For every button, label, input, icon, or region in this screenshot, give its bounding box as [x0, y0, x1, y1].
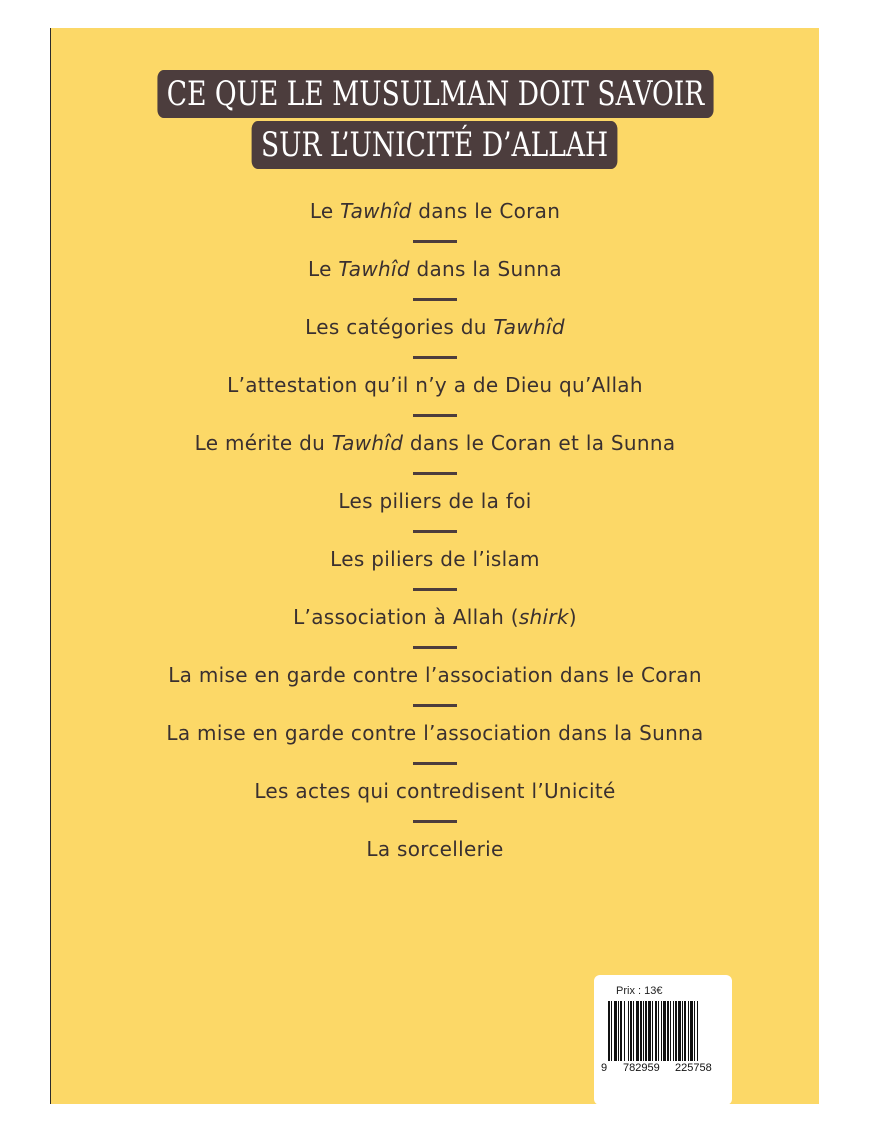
- barcode-bar: [618, 1001, 619, 1061]
- topic-item: [366, 834, 503, 892]
- topic-item: [168, 660, 702, 718]
- topic-text-italic: shirk: [518, 605, 569, 629]
- barcode-bar: [628, 1001, 629, 1061]
- topic-separator: [413, 356, 457, 359]
- barcode-bar: [670, 1001, 671, 1061]
- barcode-bar: [643, 1001, 644, 1061]
- topic-text-suffix: dans la Sunna: [409, 257, 562, 281]
- topic-text: [310, 196, 560, 226]
- topic-text-suffix: ): [568, 605, 577, 629]
- topic-separator: [413, 820, 457, 823]
- isbn-group-2: 225758: [675, 1062, 712, 1074]
- barcode-bar: [611, 1001, 612, 1061]
- barcode-bar: [636, 1001, 639, 1061]
- topic-text: [168, 660, 702, 690]
- topic-text-plain: La mise en garde contre l’association dans le Coran: [168, 663, 702, 687]
- barcode-bar: [661, 1001, 662, 1061]
- topic-text-italic: Tawhîd: [331, 431, 404, 455]
- topic-text: [338, 486, 531, 516]
- barcode-bar: [694, 1001, 695, 1061]
- topic-separator: [413, 472, 457, 475]
- barcode-bar: [682, 1001, 683, 1061]
- title-block: [51, 70, 819, 169]
- barcode-bar: [648, 1001, 651, 1061]
- barcode-bar: [633, 1001, 634, 1061]
- topic-text: [366, 834, 503, 864]
- topic-text-plain: Les piliers de l’islam: [330, 547, 540, 571]
- topic-item: [305, 312, 565, 370]
- topic-text: [330, 544, 540, 574]
- topic-text-plain: Les piliers de la foi: [338, 489, 532, 513]
- topic-separator: [413, 762, 457, 765]
- topic-item: [338, 486, 531, 544]
- barcode-bar: [608, 1001, 610, 1061]
- barcode-bar: [658, 1001, 659, 1061]
- topic-text: [305, 312, 565, 342]
- topic-item: [254, 776, 615, 834]
- barcode-bar: [675, 1001, 677, 1061]
- topic-text-italic: Tawhîd: [340, 199, 412, 223]
- isbn-first-digit: 9: [601, 1062, 608, 1074]
- topic-text: [254, 776, 615, 806]
- barcode-bar: [624, 1001, 625, 1061]
- title-line-1: CE QUE LE MUSULMAN DOIT SAVOIR: [157, 70, 713, 118]
- barcode-bar: [678, 1001, 681, 1061]
- topic-separator: [413, 240, 457, 243]
- barcode-bar: [645, 1001, 647, 1061]
- topic-text: [166, 718, 703, 748]
- barcode-bar: [614, 1001, 617, 1061]
- topic-item: [310, 196, 560, 254]
- topic-separator: [413, 530, 457, 533]
- topic-text-plain: L’attestation qu’il n’y a de Dieu qu’Allah: [227, 373, 643, 397]
- topic-item: [166, 718, 703, 776]
- barcode-bar: [655, 1001, 657, 1061]
- topic-text: [308, 254, 562, 284]
- topic-text-suffix: dans le Coran: [411, 199, 561, 223]
- topic-text-plain: La mise en garde contre l’association dans la Sunna: [166, 721, 704, 745]
- back-cover: [51, 28, 819, 1104]
- topic-text: [293, 602, 577, 632]
- barcode-bar: [673, 1001, 674, 1061]
- topic-separator: [413, 414, 457, 417]
- topic-text-plain: La sorcellerie: [366, 837, 504, 861]
- topic-item: [330, 544, 540, 602]
- barcode-bar: [688, 1001, 689, 1061]
- topic-text-suffix: dans le Coran et la Sunna: [403, 431, 676, 455]
- topic-text-plain: Les actes qui contredisent l’Unicité: [254, 779, 616, 803]
- barcode-bar: [667, 1001, 669, 1061]
- topic-list: [51, 196, 819, 892]
- topic-text-plain: L’association à Allah (: [293, 605, 519, 629]
- topic-text-plain: Les catégories du: [305, 315, 494, 339]
- topic-text-plain: Le: [308, 257, 339, 281]
- topic-text-plain: Le mérite du: [194, 431, 332, 455]
- title-line-2: SUR L’UNICITÉ D’ALLAH: [252, 121, 618, 169]
- topic-item: [227, 370, 643, 428]
- barcode-bar: [640, 1001, 642, 1061]
- topic-separator: [413, 588, 457, 591]
- price-label: Prix : 13€: [616, 985, 663, 997]
- topic-separator: [413, 646, 457, 649]
- topic-item: [195, 428, 676, 486]
- topic-separator: [413, 298, 457, 301]
- barcode-bar: [690, 1001, 693, 1061]
- barcode-label: [594, 975, 732, 1105]
- isbn-group-1: 782959: [623, 1062, 660, 1074]
- topic-text-italic: Tawhîd: [493, 315, 565, 339]
- topic-text-italic: Tawhîd: [338, 257, 410, 281]
- topic-text: [195, 428, 676, 458]
- barcode-bar: [620, 1001, 622, 1061]
- barcode-bar: [652, 1001, 653, 1061]
- topic-item: [293, 602, 577, 660]
- topic-separator: [413, 704, 457, 707]
- barcode-bar: [630, 1001, 632, 1061]
- barcode-bar: [697, 1001, 698, 1061]
- topic-text: [227, 370, 643, 400]
- topic-text-plain: Le: [309, 199, 341, 223]
- barcode-bar: [684, 1001, 686, 1061]
- barcode-bar: [663, 1001, 666, 1061]
- topic-item: [308, 254, 562, 312]
